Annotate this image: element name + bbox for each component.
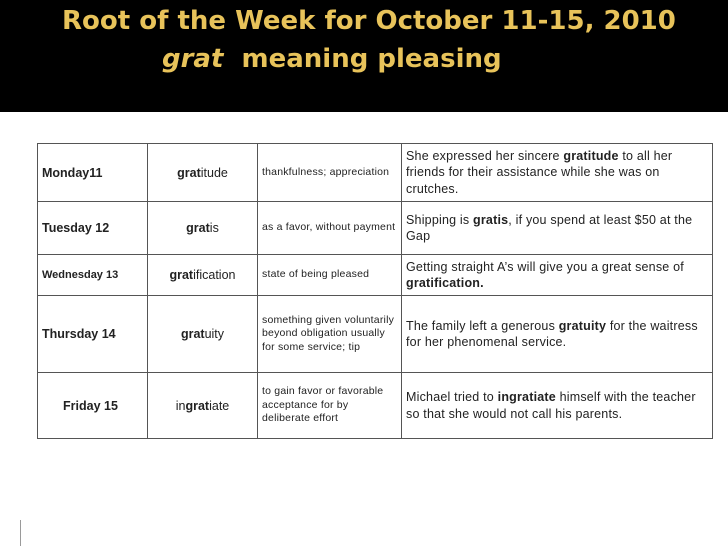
word-root: grat [186, 221, 210, 235]
sentence-after: , if you spend at least $50 at the Gap [406, 212, 693, 243]
word-cell [148, 144, 258, 202]
definition-cell: to gain favor or favorable acceptance for by deliberate effort [258, 373, 402, 439]
word-root: grat [169, 268, 194, 282]
day-cell: Friday 15 [38, 373, 148, 439]
word-prefix: in [175, 398, 186, 413]
word-cell [148, 373, 258, 439]
divider-line [20, 520, 21, 546]
definition-cell: thankfulness; appreciation [258, 144, 402, 202]
definition-cell: something given voluntarily beyond obligation usually for some service; tip [258, 296, 402, 373]
word-rest: itude [200, 165, 228, 180]
sentence-after: to all her friends for their assistance while she was on crutches. [406, 148, 673, 196]
sentence-after: himself with the teacher so that she would not call his parents. [406, 390, 696, 421]
sentence-cell [402, 202, 713, 255]
word-root: grat [180, 327, 205, 341]
sentence-cell [402, 255, 713, 296]
table-row [38, 296, 713, 373]
definition-cell: as a favor, without payment [258, 202, 402, 255]
sentence-before: The family left a generous [406, 318, 559, 333]
root-meaning: meaning pleasing [241, 44, 502, 74]
sentence-cell [402, 144, 713, 202]
day-cell: Wednesday 13 [38, 255, 148, 296]
sentence-word: gratis [473, 212, 509, 227]
slide-subtitle [162, 42, 502, 76]
sentence-cell [402, 373, 713, 439]
word-cell [148, 296, 258, 373]
table-row [38, 373, 713, 439]
day-cell: Tuesday 12 [38, 202, 148, 255]
sentence-before: Getting straight A’s will give you a great sense of [406, 259, 684, 274]
table-row [38, 202, 713, 255]
word-root: grat [185, 398, 210, 413]
table-row [38, 144, 713, 202]
sentence-cell [402, 296, 713, 373]
sentence-word: gratification. [406, 276, 484, 290]
sentence-after: for the waitress for her phenomenal service. [406, 318, 698, 349]
sentence-word: gratitude [563, 148, 619, 163]
slide-title: Root of the Week for October 11-15, 2010 [62, 6, 676, 36]
sentence-before: She expressed her sincere [406, 148, 564, 163]
word-rest: iate [209, 398, 230, 413]
word-rest: uity [204, 327, 225, 341]
definition-cell: state of being pleased [258, 255, 402, 296]
sentence-before: Shipping is [406, 212, 474, 227]
root-word: grat [162, 44, 224, 74]
day-cell: Thursday 14 [38, 296, 148, 373]
word-cell [148, 202, 258, 255]
word-rest: ification [193, 268, 236, 282]
day-cell: Monday11 [38, 144, 148, 202]
sentence-before: Michael tried to [406, 390, 498, 404]
word-rest: is [209, 221, 219, 235]
sentence-word: gratuity [558, 318, 607, 333]
word-root: grat [177, 165, 201, 180]
slide-header [0, 0, 728, 112]
word-cell [148, 255, 258, 296]
table-row [38, 255, 713, 296]
vocabulary-table [37, 143, 713, 439]
sentence-word: ingratiate [497, 390, 556, 404]
